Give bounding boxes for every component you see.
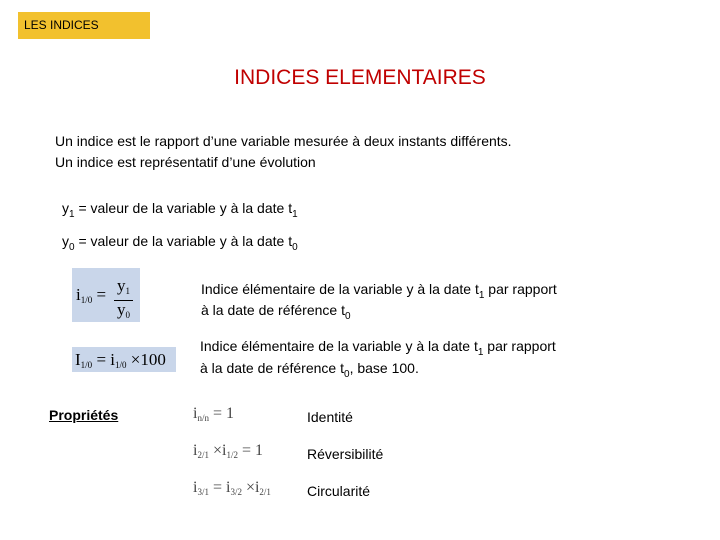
formula2-desc-c-sub: 0 bbox=[344, 368, 350, 380]
definition-y1 bbox=[62, 197, 298, 226]
section-tag-label: LES INDICES bbox=[24, 18, 99, 32]
formula1-num: y bbox=[117, 276, 126, 295]
formula1-eq: = bbox=[92, 285, 107, 304]
formula2-lhs: I bbox=[75, 350, 81, 369]
formula2-desc-a: Indice élémentaire de la variable y à la date t bbox=[200, 338, 478, 354]
formula-index-base-100 bbox=[72, 347, 176, 372]
formula1-den-sub: 0 bbox=[125, 310, 130, 320]
def-y1-tsub: 1 bbox=[292, 208, 298, 220]
properties-heading bbox=[49, 404, 118, 426]
prop2-rest: = 1 bbox=[237, 442, 263, 459]
property-circularity-formula bbox=[193, 479, 271, 497]
prop2-sub: 2/1 bbox=[197, 450, 209, 460]
formula2-eq: = i bbox=[92, 350, 115, 369]
page-title-text: INDICES ELEMENTAIRES bbox=[234, 66, 486, 89]
prop1-label: Identité bbox=[307, 409, 353, 425]
property-reversibility-formula bbox=[193, 442, 263, 460]
formula2-rhs-sub: 1/0 bbox=[115, 360, 127, 370]
prop2-label: Réversibilité bbox=[307, 446, 384, 462]
formula1-description-line2 bbox=[201, 299, 351, 328]
page-title bbox=[0, 66, 720, 90]
formula2-lhs-sub: 1/0 bbox=[80, 360, 93, 370]
section-tag bbox=[18, 12, 150, 39]
formula1-desc-b: par rapport bbox=[484, 281, 557, 297]
def-y1-var: y bbox=[62, 200, 69, 216]
intro-line-2-text: Un indice est représentatif d’une évolution bbox=[55, 154, 316, 170]
def-y1-text: = valeur de la variable y à la date t bbox=[74, 200, 293, 216]
intro-line-1-text: Un indice est le rapport d’une variable mesurée à deux instants différents. bbox=[55, 133, 512, 149]
property-identity-formula bbox=[193, 405, 234, 423]
prop1-var: i bbox=[193, 405, 198, 422]
properties-heading-text: Propriétés bbox=[49, 407, 119, 423]
def-y0-sub: 0 bbox=[69, 241, 75, 253]
formula2-tail: ×100 bbox=[126, 350, 166, 369]
property-reversibility-label bbox=[307, 443, 383, 465]
property-circularity-label bbox=[307, 480, 370, 502]
formula2-desc-a-sub: 1 bbox=[477, 346, 484, 358]
prop2-sub2: 1/2 bbox=[226, 450, 238, 460]
formula1-den: y bbox=[117, 300, 126, 319]
formula1-desc-a-sub: 1 bbox=[478, 289, 485, 301]
prop3-sub3: 2/1 bbox=[259, 487, 271, 497]
def-y0-tsub: 0 bbox=[292, 241, 298, 253]
prop3-sub: 3/1 bbox=[197, 487, 209, 497]
prop3-mid2: ×i bbox=[241, 479, 260, 496]
definition-y0 bbox=[62, 230, 298, 259]
prop3-sub2: 3/2 bbox=[230, 487, 242, 497]
def-y0-var: y bbox=[62, 233, 69, 249]
formula2-description-line2 bbox=[200, 357, 419, 386]
prop2-mid: ×i bbox=[208, 442, 227, 459]
intro-line-1 bbox=[55, 130, 512, 152]
formula2-desc-b: par rapport bbox=[483, 338, 556, 354]
formula1-num-sub: 1 bbox=[125, 286, 130, 296]
formula2-desc-d: , base 100. bbox=[349, 360, 419, 376]
formula1-lhs: i bbox=[76, 285, 81, 304]
formula1-desc-c: à la date de référence t bbox=[201, 302, 345, 318]
prop3-mid: = i bbox=[208, 479, 231, 496]
prop1-rest: = 1 bbox=[208, 405, 234, 422]
prop3-var: i bbox=[193, 479, 198, 496]
intro-line-2 bbox=[55, 151, 316, 173]
formula1-desc-a: Indice élémentaire de la variable y à la date t bbox=[201, 281, 479, 297]
prop2-var: i bbox=[193, 442, 198, 459]
def-y1-sub: 1 bbox=[69, 208, 75, 220]
prop3-label: Circularité bbox=[307, 483, 371, 499]
formula1-lhs-sub: 1/0 bbox=[80, 295, 93, 305]
formula2-desc-c: à la date de référence t bbox=[200, 360, 344, 376]
formula1-desc-c-sub: 0 bbox=[345, 310, 351, 322]
property-identity-label bbox=[307, 406, 353, 428]
def-y0-text: = valeur de la variable y à la date t bbox=[74, 233, 293, 249]
prop1-sub: n/n bbox=[197, 413, 209, 423]
formula1-fraction bbox=[114, 277, 133, 324]
formula-index-elementaire bbox=[72, 268, 140, 322]
